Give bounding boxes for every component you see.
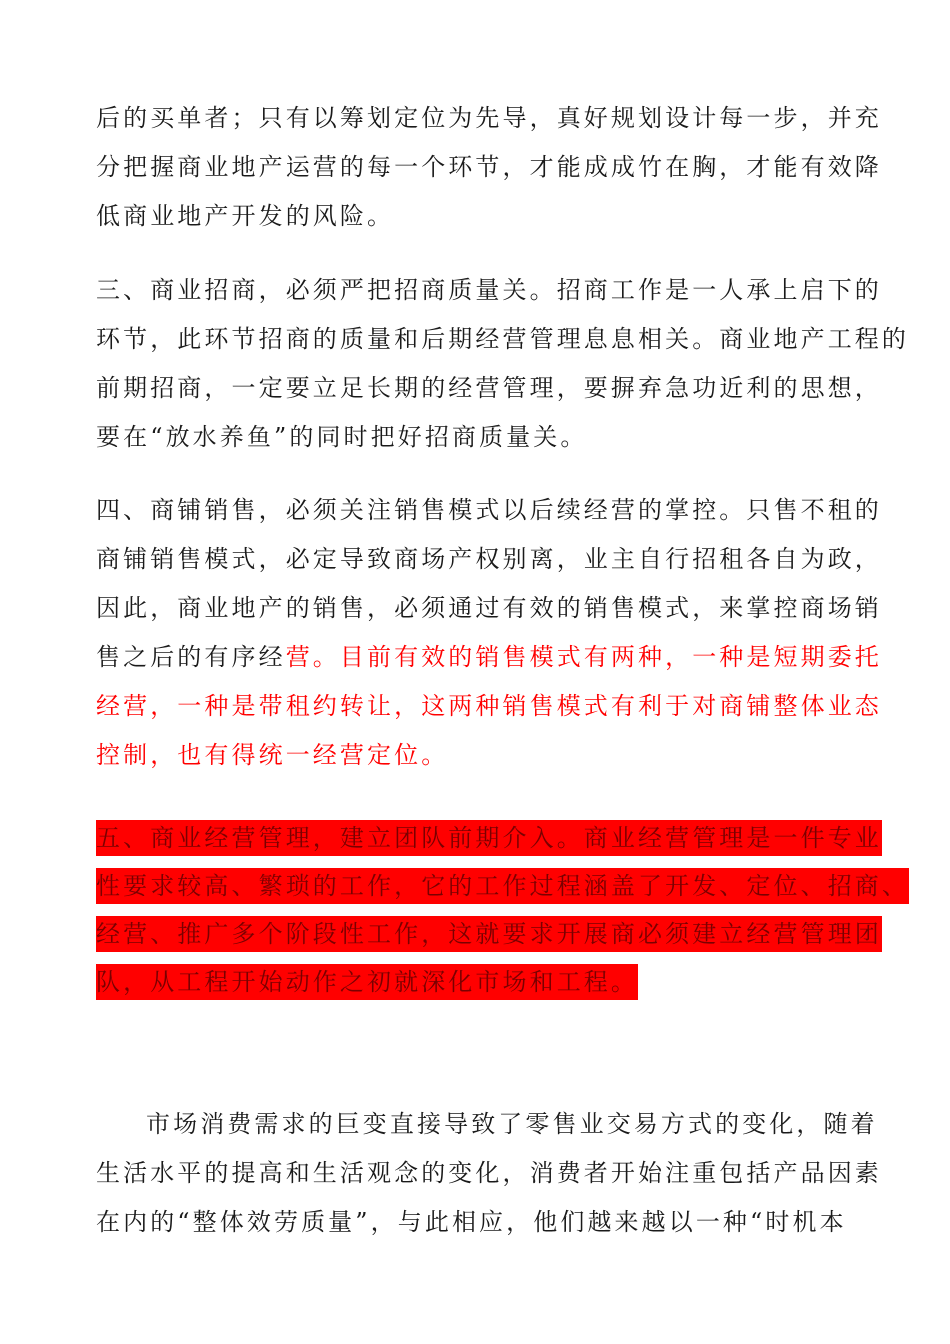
text-line: 前期招商，一定要立足长期的经营管理，要摒弃急功近利的思想， — [96, 374, 882, 402]
text-line: 生活水平的提高和生活观念的变化，消费者开始注重包括产品因素 — [96, 1159, 882, 1187]
text-line-indented: 市场消费需求的巨变直接导致了零售业交易方式的变化，随着 — [146, 1110, 878, 1138]
mixed-color-line — [96, 643, 882, 671]
highlighted-text: 五、商业经营管理，建立团队前期介入。商业经营管理是一件专业 — [96, 820, 882, 856]
text-line: 在内的“整体效劳质量”，与此相应，他们越来越以一种“时机本 — [96, 1208, 847, 1236]
highlighted-text: 经营、推广多个阶段性工作，这就要求开展商必须建立经营管理团 — [96, 916, 882, 952]
text-segment-black: 售之后的有序经 — [96, 643, 286, 671]
text-line: 商铺销售模式，必定导致商场产权别离，业主自行招租各自为政， — [96, 545, 882, 573]
text-line: 分把握商业地产运营的每一个环节，才能成成竹在胸，才能有效降 — [96, 153, 882, 181]
paragraph-market-demand — [96, 1110, 882, 1259]
highlighted-line-wrapper — [96, 868, 909, 904]
text-line: 四、商铺销售，必须关注销售模式以后续经营的掌控。只售不租的 — [96, 496, 882, 524]
paragraph-planning-risk — [96, 104, 882, 253]
red-text-line: 经营，一种是带租约转让，这两种销售模式有利于对商铺整体业态 — [96, 692, 882, 720]
text-line: 低商业地产开发的风险。 — [96, 202, 395, 230]
text-line: 环节，此环节招商的质量和后期经营管理息息相关。商业地产工程的 — [96, 325, 909, 353]
paragraph-section-four-sales — [96, 496, 882, 792]
highlighted-line-wrapper — [96, 820, 882, 856]
text-line: 三、商业招商，必须严把招商质量关。招商工作是一人承上启下的 — [96, 276, 882, 304]
highlighted-text: 性要求较高、繁琐的工作，它的工作过程涵盖了开发、定位、招商、 — [96, 868, 909, 904]
highlighted-text: 队，从工程开始动作之初就深化市场和工程。 — [96, 964, 638, 1000]
paragraph-section-three-leasing — [96, 276, 909, 474]
text-segment-red: 营。目前有效的销售模式有两种，一种是短期委托 — [285, 643, 882, 671]
highlighted-line-wrapper — [96, 964, 866, 1000]
text-line: 要在“放水养鱼”的同时把好招商质量关。 — [96, 423, 588, 451]
text-line: 因此，商业地产的销售，必须通过有效的销售模式，来掌控商场销 — [96, 594, 882, 622]
highlighted-line-wrapper — [96, 916, 882, 952]
red-text-line: 控制，也有得统一经营定位。 — [96, 741, 449, 769]
paragraph-section-five-management-highlighted — [96, 820, 909, 1012]
text-line: 后的买单者；只有以筹划定位为先导，真好规划设计每一步，并充 — [96, 104, 882, 132]
